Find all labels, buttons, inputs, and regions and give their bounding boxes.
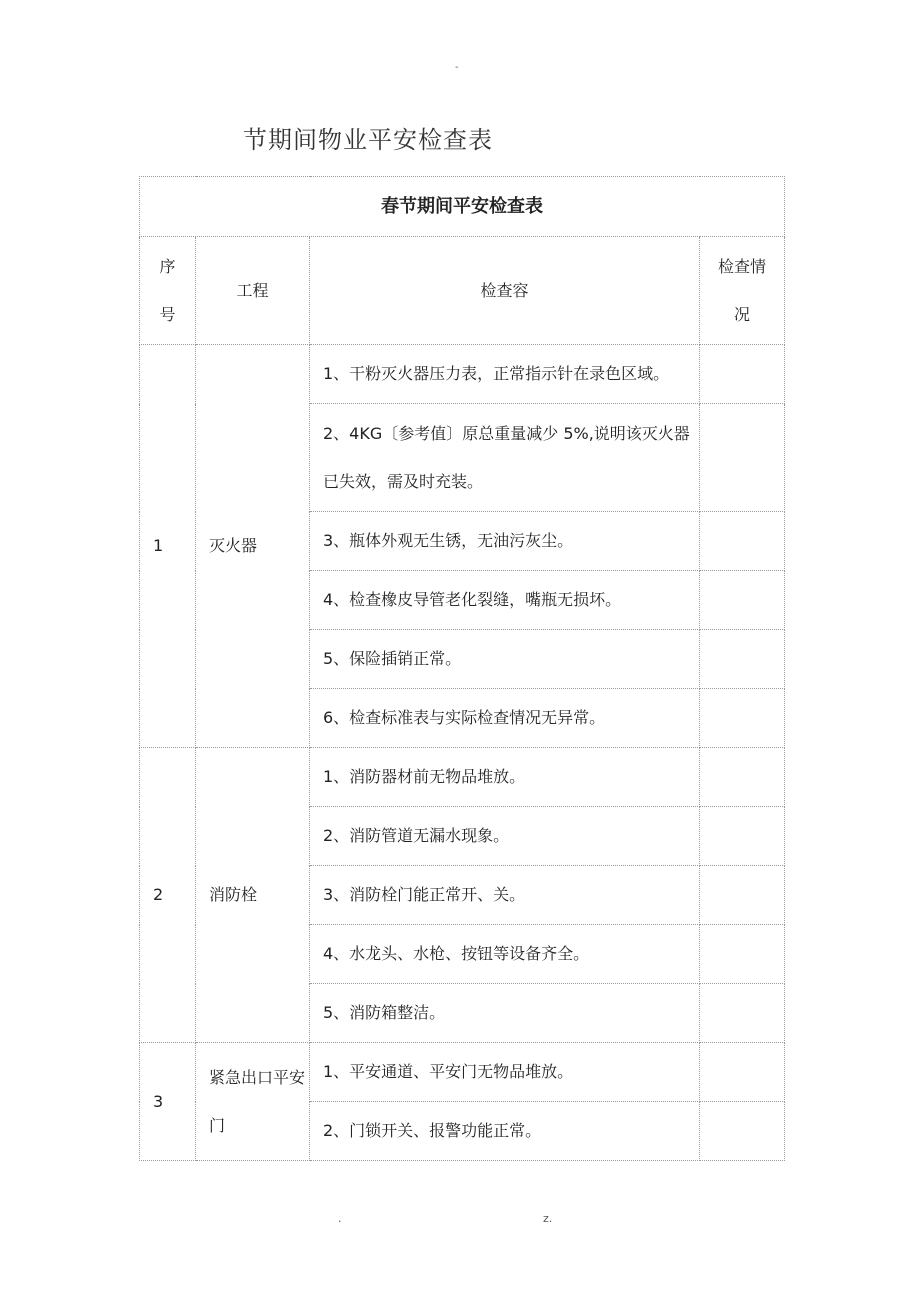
header-seq: 序号 [140, 237, 196, 345]
header-content: 检查容 [310, 237, 700, 345]
table-header-row [140, 237, 785, 345]
group-seq: 2 [140, 748, 196, 1043]
table-title: 春节期间平安检查表 [140, 177, 785, 237]
check-item: 4、检查橡皮导管老化裂缝，嘴瓶无损坏。 [310, 571, 700, 630]
table-row [140, 1043, 785, 1102]
group-seq: 1 [140, 345, 196, 748]
status-cell[interactable] [700, 984, 785, 1043]
group-project: 灭火器 [196, 345, 310, 748]
status-cell[interactable] [700, 1043, 785, 1102]
check-item: 1、消防器材前无物品堆放。 [310, 748, 700, 807]
status-cell[interactable] [700, 571, 785, 630]
check-item: 3、消防栓门能正常开、关。 [310, 866, 700, 925]
status-cell[interactable] [700, 404, 785, 512]
check-item: 5、保险插销正常。 [310, 630, 700, 689]
check-item: 4、水龙头、水枪、按钮等设备齐全。 [310, 925, 700, 984]
group-project: 紧急出口平安门 [196, 1043, 310, 1161]
status-cell[interactable] [700, 512, 785, 571]
footer-right-mark: z. [543, 1212, 553, 1225]
table-title-row [140, 177, 785, 237]
check-item: 5、消防箱整洁。 [310, 984, 700, 1043]
status-cell[interactable] [700, 689, 785, 748]
inspection-table [139, 176, 785, 1161]
header-mark: - [455, 62, 459, 73]
footer-left-mark: . [338, 1212, 342, 1225]
check-item: 1、平安通道、平安门无物品堆放。 [310, 1043, 700, 1102]
check-item: 3、瓶体外观无生锈，无油污灰尘。 [310, 512, 700, 571]
status-cell[interactable] [700, 748, 785, 807]
status-cell[interactable] [700, 630, 785, 689]
status-cell[interactable] [700, 1102, 785, 1161]
check-item: 2、消防管道无漏水现象。 [310, 807, 700, 866]
group-project: 消防栓 [196, 748, 310, 1043]
status-cell[interactable] [700, 807, 785, 866]
table-row [140, 748, 785, 807]
status-cell[interactable] [700, 866, 785, 925]
check-item: 1、干粉灭火器压力表，正常指示针在录色区域。 [310, 345, 700, 404]
group-seq: 3 [140, 1043, 196, 1161]
status-cell[interactable] [700, 345, 785, 404]
header-status: 检查情况 [700, 237, 785, 345]
check-item: 6、检查标准表与实际检查情况无异常。 [310, 689, 700, 748]
header-project: 工程 [196, 237, 310, 345]
status-cell[interactable] [700, 925, 785, 984]
check-item: 2、门锁开关、报警功能正常。 [310, 1102, 700, 1161]
table-row [140, 345, 785, 404]
check-item: 2、4KG〔参考值〕原总重量减少 5%,说明该灭火器已失效，需及时充装。 [310, 404, 700, 512]
document-title: 节期间物业平安检查表 [243, 126, 493, 154]
